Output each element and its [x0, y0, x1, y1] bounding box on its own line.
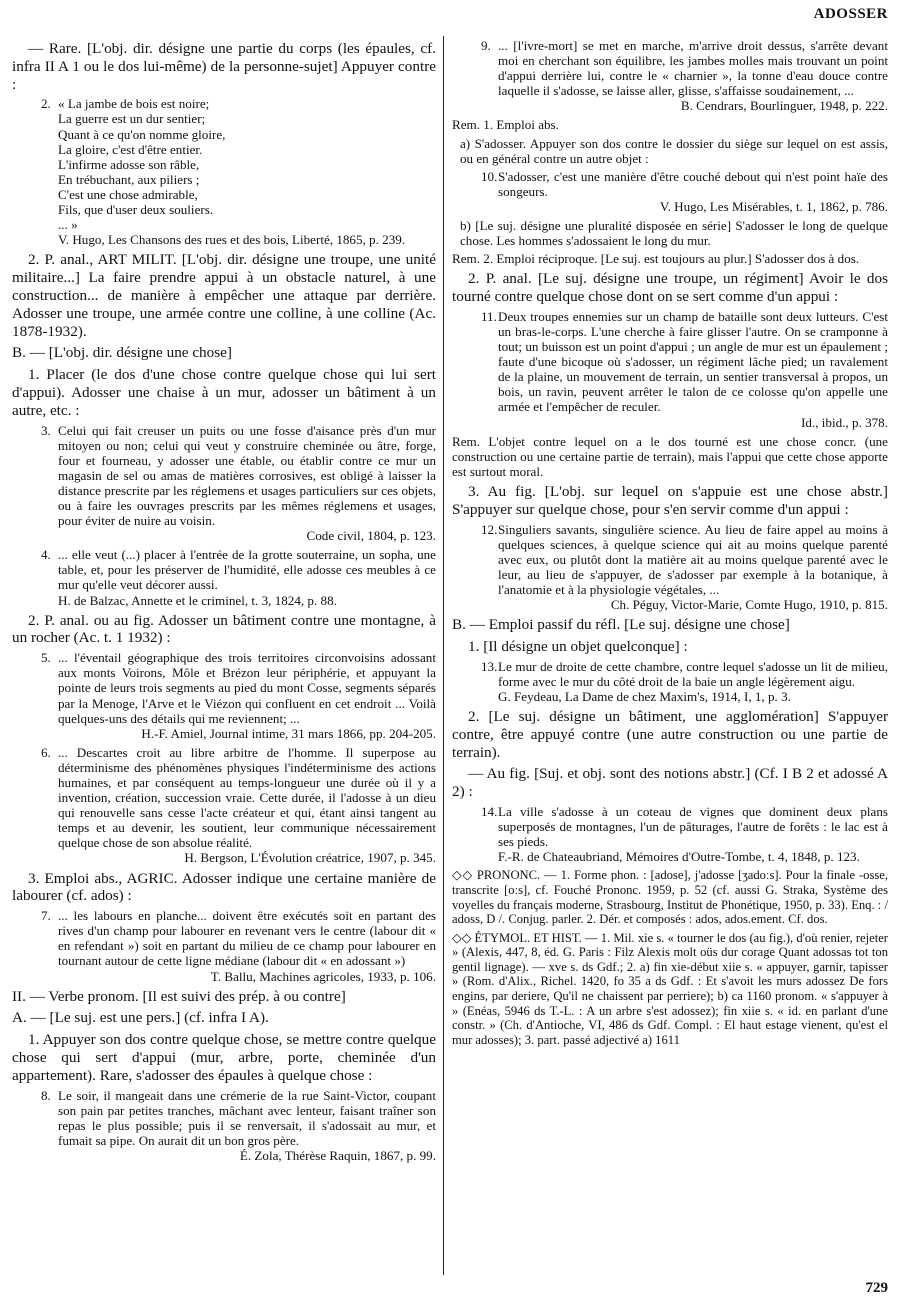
citation-source: Ch. Péguy, Victor-Marie, Comte Hugo, 1910, p. 815.: [610, 597, 888, 612]
etymology-paragraph: ◇◇ PRONONC. — 1. Forme phon. : [adose], j'adosse [ʒadoːs]. Pour la finale -osse, transcrite [oːs], cf. Fouché Prononc. 1959, p. 52 (cf. aussi G. Straka, Système des voyelles du français moderne, Strasbourg, Institut de Phonétique, 1950, p. 33). Enq. : / adoss, D /. Conjug. parler. 2. Dér. et composés : ados, ados.ement. Cf. dos.: [452, 868, 888, 927]
citation: [481, 168, 888, 214]
column-divider: [443, 36, 444, 1275]
citation: [41, 547, 436, 608]
definition-paragraph: 3. Au fig. [L'obj. sur lequel on s'appuie est une chose abstr.] S'appuyer sur quelque chose, pour s'en servir comme d'un appui :: [452, 482, 888, 518]
subsense-paragraph: b) [Le suj. désigne une pluralité disposée en série] S'adosser le long de quelque chose. Les hommes s'adossaient le long du mur.: [460, 218, 888, 249]
citation-source: Id., ibid., p. 378.: [801, 414, 888, 430]
page-number: 729: [865, 1280, 888, 1296]
definition-paragraph: 2. [Le suj. désigne un bâtiment, une agglomération] S'appuyer contre, être appuyé contre (une autre construction ou une partie de terrain).: [452, 707, 888, 761]
citation-text: ... les labours en planche... doivent être exécutés soit en partant des rives d'un champ pour labourer en revenant vers le centre (labour dit « en refendant ») soit en partant du milieu de ce champ pour labourer en tournant autour de cette ligne médiane (labour dit « en adossant »): [58, 908, 436, 969]
left-column: [12, 36, 436, 1273]
citation-text: Le mur de droite de cette chambre, contre lequel s'adosse un lit de milieu, forme avec le mur du côté droit de la baie un angle légèrement aigu.: [498, 658, 888, 689]
right-column: [452, 36, 888, 1273]
definition-paragraph: B. — [L'obj. dir. désigne une chose]: [12, 344, 232, 362]
etymology-paragraph: ◇◇ ÉTYMOL. ET HIST. — 1. Mil. xie s. « tourner le dos (au fig.), d'où renier, rejeter » (Alexis, 447, 8, éd. G. Paris : Filz Alexis molt oüs dur corage Quant adossas tot ton gentil lignage). — xve s. ds Gdf.; 2. a) fin xie-début xiie s. « appuyer, garnir, tapisser » (Rom. d'Alix., Richel. 1420, fo 35 a ds Gdf. : Et s'avoit les murs adossez De fors engins, par deriere, Qu'il ne chaissent par perriere); b) ca 1160 pronom. « s'appuyer à » (Enéas, 5946 ds T.-L. : A un arbre s'est adossez); fin xiie s. « id. en parlant d'une constr. » (Ch. d'Antioche, VI, 486 ds Gdf. Compl. : El haut estage vienent, qu'est el mur adosses); 3. part. passé adjectivé a) 1611: [452, 930, 888, 1047]
citation-source: G. Feydeau, La Dame de chez Maxim's, 1914, I, 1, p. 3.: [498, 688, 791, 704]
remark-paragraph: Rem. L'objet contre lequel on a le dos tourné est une chose concr. (une construction ou une certaine partie de terrain), mais l'appui que cette chose apporte est surtout moral.: [452, 433, 888, 479]
citation: [481, 521, 888, 613]
definition-paragraph: II. — Verbe pronom. [Il est suivi des prép. à ou contre]: [12, 987, 346, 1005]
citation-source: H.-F. Amiel, Journal intime, 31 mars 1866, pp. 204-205.: [141, 725, 436, 741]
definition-paragraph: — Au fig. [Suj. et obj. sont des notions abstr.] (Cf. I B 2 et adossé A 2) :: [452, 765, 888, 801]
citation-number: 10.: [481, 168, 498, 184]
citation: [41, 908, 436, 984]
citation: [481, 38, 888, 114]
citation-number: 5.: [41, 650, 51, 666]
citation-text: S'adosser, c'est une manière d'être couché debout qui n'est point haïe des songeurs.: [498, 168, 888, 199]
citation-text: Singuliers savants, singulière science. Au lieu de faire appel au moins à quelques sciences, à quelque science qui ait au moins quelque parenté avec eux, ou plutôt dont la matière ait au moins quelque parenté avec le leur, au lieu de s'appuyer, de s'adosser par exemple à la botanique, à l'anatomie et à la physiologie végétales, ...: [498, 521, 888, 597]
citation-number: 14.: [481, 803, 498, 819]
citation-number: 7.: [41, 908, 51, 924]
citation-text: ... [l'ivre-mort] se met en marche, m'arrive droit dessus, s'arrête devant moi en cherchant son équilibre, les jambes molles mais trouvant un point d'appui derrière lui, contre le « charnier », la tonne d'eau douce contre laquelle il s'adosse, se laisse aller, glisse, s'affaisse soudainement, ...: [498, 38, 888, 99]
citation: [481, 658, 888, 704]
citation-source: B. Cendrars, Bourlinguer, 1948, p. 222.: [680, 98, 888, 114]
citation-text: Le soir, il mangeait dans une crémerie de la rue Saint-Victor, coupant son pain par petites tranches, mâchant avec lenteur, faisant traîner son repas le plus possible; puis il se renversait, il s'adossait au mur, et fumait sa pipe. On aurait dit un bon gros père.: [58, 1087, 436, 1148]
citation-text: ... elle veut (...) placer à l'entrée de la grotte souterraine, un sopha, une table, et, pour les préserver de l'humidité, elle adosse ces meubles à ce mur qu'elle veut décorer aussi.: [58, 547, 436, 593]
citation-source: H. Bergson, L'Évolution créatrice, 1907, p. 345.: [184, 850, 436, 866]
citation-source: É. Zola, Thérèse Raquin, 1867, p. 99.: [239, 1147, 436, 1163]
definition-paragraph: 1. [Il désigne un objet quelconque] :: [468, 637, 688, 655]
citation-source: V. Hugo, Les Misérables, t. 1, 1862, p. 786.: [659, 198, 888, 214]
citation-source: Code civil, 1804, p. 123.: [306, 528, 436, 544]
remark-paragraph: Rem. 2. Emploi réciproque. [Le suj. est toujours au plur.] S'adosser dos à dos.: [452, 251, 860, 267]
citation-number: 3.: [41, 422, 51, 438]
citation: [41, 96, 436, 248]
definition-paragraph: 3. Emploi abs., AGRIC. Adosser indique une certaine manière de labourer (cf. ados) :: [12, 869, 436, 905]
citation-text: La ville s'adosse à un coteau de vignes que dominent deux plans superposés de montagnes, l'un de pâturages, l'autre de forêts : le lac est à ses pieds.: [498, 803, 888, 850]
definition-paragraph: — Rare. [L'obj. dir. désigne une partie du corps (les épaules, cf. infra II A 1 ou le dos lui-même) de la personne-sujet] Appuyer contre :: [12, 40, 436, 93]
citation-text: Celui qui fait creuser un puits ou une fosse d'aisance près d'un mur mitoyen ou non; celui qui veut y construire cheminée ou âtre, forge, four et fourneau, y adosser une étable, ou établir contre ce mur un magasin de sel ou amas de matières corrosives, est obligé à laisser la distance prescrite par les réglemens et usages particuliers sur ces objets, ou à faire les ouvrages prescrits par les mêmes réglemens et usages, pour éviter de nuire au voisin.: [58, 422, 436, 529]
citation-text: ... l'éventail géographique des trois territoires circonvoisins adossant aux monts Voirons, Môle et Brézon leur périphérie, et appuyant la pointe de leurs trois segments au pied du mont Cosse, segments séparés par la Menoge, l'Arve et le Viézon qui confluent en cet endroit ... Voilà quelques-uns des détails qui me reviennent; ...: [58, 650, 436, 726]
citation: [481, 308, 888, 430]
definition-paragraph: A. — [Le suj. est une pers.] (cf. infra I A).: [12, 1009, 269, 1027]
citation: [41, 744, 436, 866]
definition-paragraph: 2. P. anal., ART MILIT. [L'obj. dir. désigne une troupe, une unité militaire...] La faire prendre appui à un obstacle naturel, à une construction... de manière à empêcher une attaque par derrière. Adosser une troupe, une armée contre une colline, à une colline (Ac. 1878-1932).: [12, 251, 436, 340]
citation-source: F.-R. de Chateaubriand, Mémoires d'Outre-Tombe, t. 4, 1848, p. 123.: [498, 849, 860, 865]
definition-paragraph: 1. Appuyer son dos contre quelque chose, se mettre contre quelque chose qui sert d'appui (mur, arbre, porte, cheminée d'un appartement). Rare, s'adosser des épaules à quelque chose :: [12, 1031, 436, 1084]
citation-number: 13.: [481, 658, 498, 674]
citation: [41, 650, 436, 741]
remark-paragraph: Rem. 1. Emploi abs.: [452, 117, 559, 133]
definition-paragraph: 2. P. anal. [Le suj. désigne une troupe, un régiment] Avoir le dos tourné contre quelque chose dont on se sert comme d'un appui :: [452, 270, 888, 306]
citation: [41, 1087, 436, 1163]
citation-number: 11.: [481, 308, 497, 324]
citation-text: « La jambe de bois est noire; La guerre est un dur sentier; Quant à ce qu'on nomme gloire, La gloire, c'est d'être entier. L'infirme adosse son râble, En trébuchant, aux piliers ; C'est une chose admirable, Fils, que d'user deux souliers. ... »: [58, 96, 226, 233]
citation-number: 8.: [41, 1087, 51, 1103]
citation: [41, 422, 436, 544]
citation-number: 4.: [41, 547, 51, 563]
citation: [481, 803, 888, 865]
citation-number: 9.: [481, 38, 491, 53]
citation-text: Deux troupes ennemies sur un champ de bataille sont deux lutteurs. C'est un bras-le-corps. L'une cherche à faire glisser l'autre. On se cramponne à tout; un buisson est un point d'appui ; un angle de mur est un épaulement ; faute d'une bicoque où s'adosser, un régiment lâche pied; un ravalement de la plaine, un mouvement de terrain, un sentier transversal à propos, un bois, un ravin, peuvent arrêter le talon de ce colosse qu'on appelle une armée et l'empêcher de reculer.: [498, 308, 888, 415]
citation-number: 12.: [481, 521, 498, 537]
definition-paragraph: 1. Placer (le dos d'une chose contre quelque chose qui lui sert d'appui). Adosser une chaise à un mur, adosser un bâtiment à un autre, etc. :: [12, 366, 436, 419]
citation-number: 6.: [41, 744, 51, 760]
citation-number: 2.: [41, 96, 51, 112]
citation-text: ... Descartes croit au libre arbitre de l'homme. Il superpose au déterminisme des phénomènes physiques l'indéterminisme des actions humaines, et par conséquent au temps-longueur une durée où il y a invention, création, succession vraie. Cette durée, il l'adosse à un dieu qui renouvelle sans cesse l'acte créateur et qui, étant ainsi tangent au temps et au devenir, les soutient, leur communique nécessairement quelque chose de son absolue réalité.: [58, 744, 436, 851]
citation-source: T. Ballu, Machines agricoles, 1933, p. 106.: [210, 968, 436, 984]
page-headword: ADOSSER: [813, 6, 888, 22]
citation-source: H. de Balzac, Annette et le criminel, t. 3, 1824, p. 88.: [58, 592, 337, 608]
citation-source: V. Hugo, Les Chansons des rues et des bois, Liberté, 1865, p. 239.: [58, 232, 406, 248]
definition-paragraph: B. — Emploi passif du réfl. [Le suj. désigne une chose]: [452, 616, 790, 634]
subsense-paragraph: a) S'adosser. Appuyer son dos contre le dossier du siège sur lequel on est assis, ou en général contre un autre objet :: [460, 135, 888, 166]
definition-paragraph: 2. P. anal. ou au fig. Adosser un bâtiment contre une montagne, à un rocher (Ac. t. 1 1932) :: [12, 611, 436, 647]
